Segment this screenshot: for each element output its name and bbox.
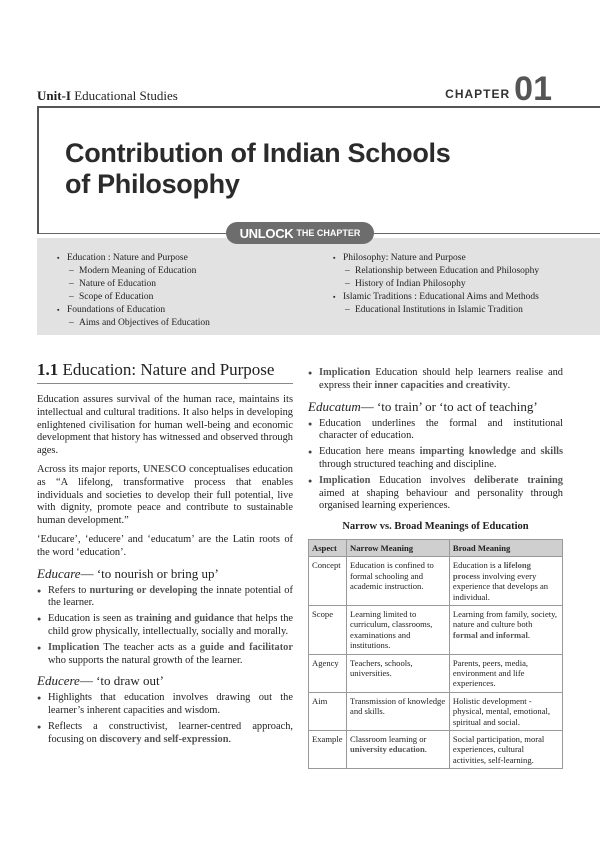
unit-subject: Educational Studies (74, 88, 178, 103)
paragraph: Across its major reports, UNESCO conceptualises education as “A lifelong, transformative process that enables individuals and societies to develop their full potential, live with dignity, promote peace and contribute to sustainable human development.” (37, 463, 293, 527)
table-cell: Aim (309, 692, 347, 730)
section-heading (37, 360, 293, 384)
unlock-the-chapter-badge (226, 222, 374, 244)
subheading-educare: Educare— ‘to nourish or bring up’ (37, 565, 219, 581)
table-header: Broad Meaning (449, 539, 562, 556)
summary-item: ▪ Education : Nature and Purpose (57, 252, 317, 265)
list-item: ● Reflects a constructivist, learner-centred approach, focusing on discovery and self-expression. (37, 721, 293, 747)
unit-line (37, 88, 178, 104)
table-row (309, 606, 563, 655)
chapter-number: 01 (514, 70, 552, 108)
unit-label: Unit-I (37, 88, 71, 103)
summary-subitem: – History of Indian Philosophy (333, 278, 583, 291)
table-cell: Parents, peers, media, environment and life experiences. (449, 654, 562, 692)
subheading-educere: Educere— ‘to draw out’ (37, 673, 164, 689)
list-item: ● Highlights that education involves drawing out the learner’s inherent capacities and wisdom. (37, 692, 293, 718)
table-row (309, 731, 563, 769)
list-item: ● Implication Education involves deliberate training aimed at shaping behaviour and personality through organised learning experiences. (308, 475, 563, 513)
bullet-list (308, 367, 563, 393)
chapter-title (65, 138, 450, 200)
bullet-list (37, 692, 293, 746)
table-row (309, 692, 563, 730)
list-item: ● Education here means imparting knowledge and skills through structured teaching and discipline. (308, 446, 563, 472)
summary-subitem: – Aims and Objectives of Education (57, 317, 317, 330)
paragraph: Education assures survival of the human race, maintains its intellectual and cultural traditions. It also helps in developing enlightened civilisation for human well-being and economic development that history has witnessed and observed through ages. (37, 394, 293, 457)
summary-item: ▪ Islamic Traditions : Educational Aims and Methods (333, 291, 583, 304)
left-column (37, 360, 293, 750)
chapter-label: CHAPTER (445, 87, 511, 101)
table-caption: Narrow vs. Broad Meanings of Education (342, 521, 529, 533)
chapter-title-line1: Contribution of Indian Schools (65, 138, 451, 168)
bullet-list (308, 418, 563, 514)
bullet-list (37, 585, 293, 668)
table-cell: Social participation, moral experiences, cultural activities, self-learning. (449, 731, 562, 769)
summary-item: ▪ Foundations of Education (57, 304, 317, 317)
table-cell: Agency (309, 654, 347, 692)
section-number: 1.1 (37, 360, 59, 379)
table-cell: Learning from family, society, nature and culture both formal and informal. (449, 606, 562, 655)
meanings-table (308, 539, 563, 769)
summary-subitem: – Modern Meaning of Education (57, 265, 317, 278)
summary-left-column (57, 252, 317, 330)
table-header-row (309, 539, 563, 556)
unlock-word: UNLOCK (239, 225, 294, 241)
table-row (309, 654, 563, 692)
table-cell: Teachers, schools, universities. (347, 654, 450, 692)
chapter-title-line2: of Philosophy (65, 169, 240, 199)
summary-right-column (333, 252, 583, 317)
summary-subitem: – Nature of Education (57, 278, 317, 291)
summary-subitem: – Educational Institutions in Islamic Tradition (333, 304, 583, 317)
summary-item: ▪ Philosophy: Nature and Purpose (333, 252, 583, 265)
paragraph: ‘Educare’, ‘educere’ and ‘educatum’ are the Latin roots of the word ‘education’. (37, 533, 293, 558)
table-cell: Scope (309, 606, 347, 655)
summary-subitem: – Scope of Education (57, 291, 317, 304)
title-box (37, 106, 600, 234)
table-cell: Education is a lifelong process involving every experience that develops an individual. (449, 557, 562, 606)
highlight: UNESCO (142, 463, 187, 475)
list-item: ● Education is seen as training and guidance that helps the child grow physically, intellectually, socially and morally. (37, 613, 293, 639)
table-cell: Example (309, 731, 347, 769)
chapter-summary (37, 238, 600, 335)
chapter-marker (445, 70, 552, 108)
list-item: ● Education underlines the formal and institutional character of education. (308, 418, 563, 444)
list-item: ● Implication Education should help learners realise and express their inner capacities and creativity. (308, 367, 563, 393)
table-cell: Concept (309, 557, 347, 606)
table-cell: Learning limited to curriculum, classrooms, examinations and institutions. (347, 606, 450, 655)
table-cell: Transmission of knowledge and skills. (347, 692, 450, 730)
table-header: Aspect (309, 539, 347, 556)
table-cell: Education is confined to formal schooling and academic instruction. (347, 557, 450, 606)
table-cell: Holistic development - physical, mental, emotional, spiritual and social. (449, 692, 562, 730)
list-item: ● Implication The teacher acts as a guide and facilitator who supports the natural growth of the learner. (37, 642, 293, 668)
section-title: Education: Nature and Purpose (62, 360, 275, 379)
right-column (308, 367, 563, 769)
unlock-rest: THE CHAPTER (296, 228, 361, 238)
table-cell: Classroom learning or university education. (347, 731, 450, 769)
subheading-educatum: Educatum— ‘to train’ or ‘to act of teaching’ (308, 398, 538, 414)
table-header: Narrow Meaning (347, 539, 450, 556)
table-row (309, 557, 563, 606)
summary-subitem: – Relationship between Education and Philosophy (333, 265, 583, 278)
list-item: ● Refers to nurturing or developing the innate potential of the learner. (37, 585, 293, 611)
